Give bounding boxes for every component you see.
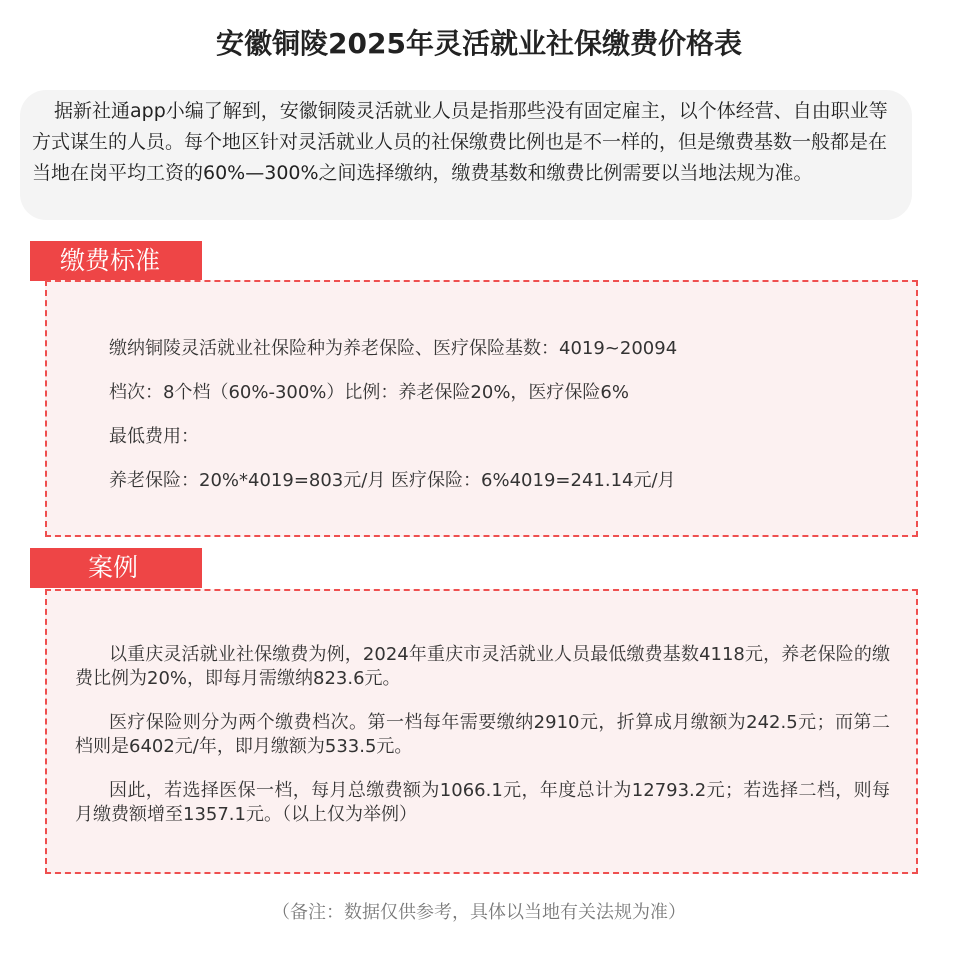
standard-line-tiers: 档次：8个档（60%-300%）比例：养老保险20%，医疗保险6% [109,382,629,403]
case-paragraph-medical: 医疗保险则分为两个缴费档次。第一档每年需要缴纳2910元，折算成月缴额为242.5元；而第二档则是6402元/年，即月缴额为533.5元。 [75,712,890,757]
intro-paragraph: 据新社通app小编了解到，安徽铜陵灵活就业人员是指那些没有固定雇主，以个体经营、自由职业等方式谋生的人员。每个地区针对灵活就业人员的社保缴费比例也是不一样的，但是缴费基数一般都是在当地在岗平均工资的60%—300%之间选择缴纳，缴费基数和缴费比例需要以当地法规为准。 [20,90,912,220]
case-paragraph-pension: 以重庆灵活就业社保缴费为例，2024年重庆市灵活就业人员最低缴费基数4118元，养老保险的缴费比例为20%，即每月需缴纳823.6元。 [75,644,890,689]
section-label-case: 案例 [30,548,202,588]
standard-line-base: 缴纳铜陵灵活就业社保险种为养老保险、医疗保险基数：4019~20094 [109,338,678,359]
section-label-standard: 缴费标准 [30,241,202,281]
footer-note: （备注：数据仅供参考，具体以当地有关法规为准） [272,902,686,923]
case-paragraph-total: 因此，若选择医保一档，每月总缴费额为1066.1元，年度总计为12793.2元；若选择二档，则每月缴费额增至1357.1元。（以上仅为举例） [75,780,890,825]
case-box [45,589,918,874]
standard-line-min-label: 最低费用： [109,426,199,447]
standard-line-min-cost: 养老保险：20%*4019=803元/月 医疗保险：6%4019=241.14元/月 [109,470,676,491]
page-title: 安徽铜陵2025年灵活就业社保缴费价格表 [216,27,742,60]
standard-box [45,280,918,537]
